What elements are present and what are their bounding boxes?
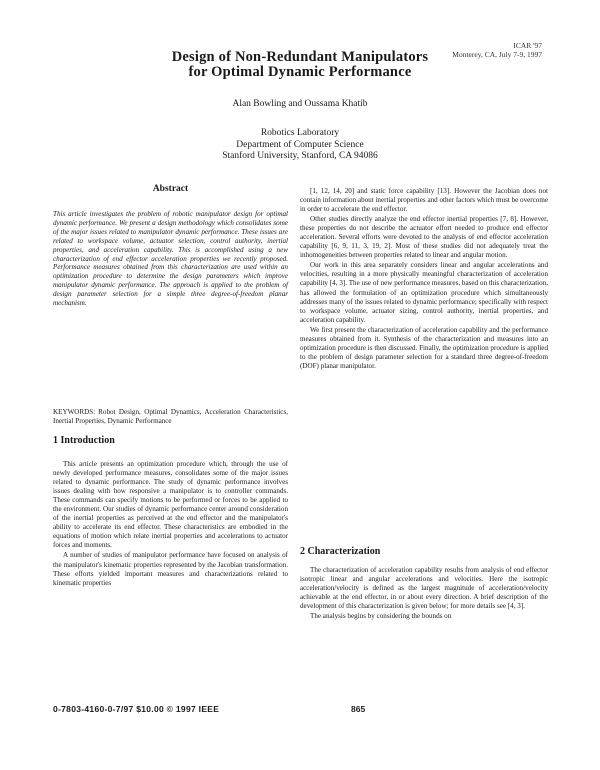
right-column-body xyxy=(300,187,548,371)
conference-location: Monterey, CA, July 7-9, 1997 xyxy=(452,50,542,59)
intro-paragraph-2: A number of studies of manipulator performance have focused on analysis of the manipulator's kinematic properties represented by the Jacobian transformation. These efforts yielded important measures and characterizations related to kinematic properties xyxy=(53,551,288,587)
paper-title xyxy=(0,50,600,80)
right-paragraph-1: [1, 12, 14, 20] and static force capability [13]. However the Jacobian does not contain information about inertial properties and other factors which must be overcome in order to accelerate the end effector. xyxy=(300,187,549,214)
keywords xyxy=(53,408,288,426)
section-2-body xyxy=(300,566,548,621)
char-paragraph-2: The analysis begins by considering the bounds on xyxy=(310,612,452,621)
right-paragraph-4: We first present the characterization of acceleration capability and the performance measures obtained from it. Synthesis of the characterization and measures into an optimization procedure is then discussed. Finally, the optimization procedure is applied to the problem of design parameter selection for a standard three degree-of-freedom (DOF) planar manipulator. xyxy=(300,325,548,370)
section-1-body xyxy=(53,460,288,588)
affiliation-lab: Robotics Laboratory xyxy=(260,128,340,138)
page-number: 865 xyxy=(351,704,366,714)
abstract-heading: Abstract xyxy=(152,184,189,194)
intro-paragraph-1: This article presents an optimization procedure which, through the use of newly developed performance measures, consolidates some of the major issues related to dynamic performance. The study of dynamic performance involves issues dealing with how responsive a manipulator is to controller commands. These commands can specify motions to be performed or forces to be applied to the environment. Our studies of dynamic performance center around consideration of the inertial properties as perceived at the end effector and the manipulator's ability to accelerate its end effector. These characteristics are embodied in the equations of motion which relate inertial properties and accelerations to actuator forces and moments. xyxy=(53,460,288,550)
abstract-text: This article investigates the problem of robotic manipulator design for optimal dynamic performance. We present a design methodology which consolidates some of the major issues related to manipulator dynamic performance. These issues are related to workspace volume, actuator selection, control authority, inertial properties, and acceleration capability. This is accomplished using a new characterization of end effector acceleration properties we recently proposed. Performance measures obtained from this characterization are used within an optimization procedure to determine the design parameters which improve manipulator dynamic performance. The approach is applied to the problem of design parameter selection for a simple three degree-of-freedom planar mechanism. xyxy=(53,210,288,308)
affiliation-dept: Department of Computer Science xyxy=(236,139,364,150)
right-paragraph-2: Other studies directly analyze the end effector inertial properties [7, 8]. However, these properties do not describe the actuator effort needed to produce end effector acceleration. Several efforts were devoted to the analysis of end effector acceleration capability [6, 9, 11, 3, 19, 2]. Most of these studies did not adequately treat the inhomogeneities between properties related to linear and angular motion. xyxy=(300,215,548,260)
section-2-heading: 2 Characterization xyxy=(300,546,381,557)
affiliation xyxy=(0,128,600,163)
title-line-2: for Optimal Dynamic Performance xyxy=(188,64,412,80)
char-paragraph-1: The characterization of acceleration capability results from analysis of end effector isotropic linear and angular accelerations and velocities. Here the isotropic acceleration/velocity is defined as the largest magnitude of acceleration/velocity achievable at the end effector, in or about every direction. A brief description of the development of this characterization is given below; for more details see [4, 3]. xyxy=(300,566,548,611)
keywords-label: KEYWORDS: xyxy=(53,408,96,416)
keywords-text: Robot Design, Optimal Dynamics, Acceleration Characteristics, Inertial Properties, Dynamic Performance xyxy=(53,408,288,425)
right-paragraph-3: Our work in this area separately considers linear and angular accelerations and velocities, resulting in a more physically meaningful characterization of acceleration capability [4, 3]. The use of new performance measures, based on this characterization, has allowed the formulation of an optimization procedure which simultaneously addresses many of the issues related to dynamic performance; specifically with respect to workspace volume, actuator sizing, control authority, inertial properties, and acceleration capability. xyxy=(300,261,548,324)
affiliation-univ: Stanford University, Stanford, CA 94086 xyxy=(222,151,378,161)
conference-name: ICAR '97 xyxy=(513,41,542,50)
footer-isbn: 0-7803-4160-0-7/97 $10.00 © 1997 IEEE xyxy=(53,704,220,714)
section-1-heading: 1 Introduction xyxy=(53,435,115,446)
authors: Alan Bowling and Oussama Khatib xyxy=(232,99,368,109)
title-line-1: Design of Non-Redundant Manipulators xyxy=(171,49,429,65)
